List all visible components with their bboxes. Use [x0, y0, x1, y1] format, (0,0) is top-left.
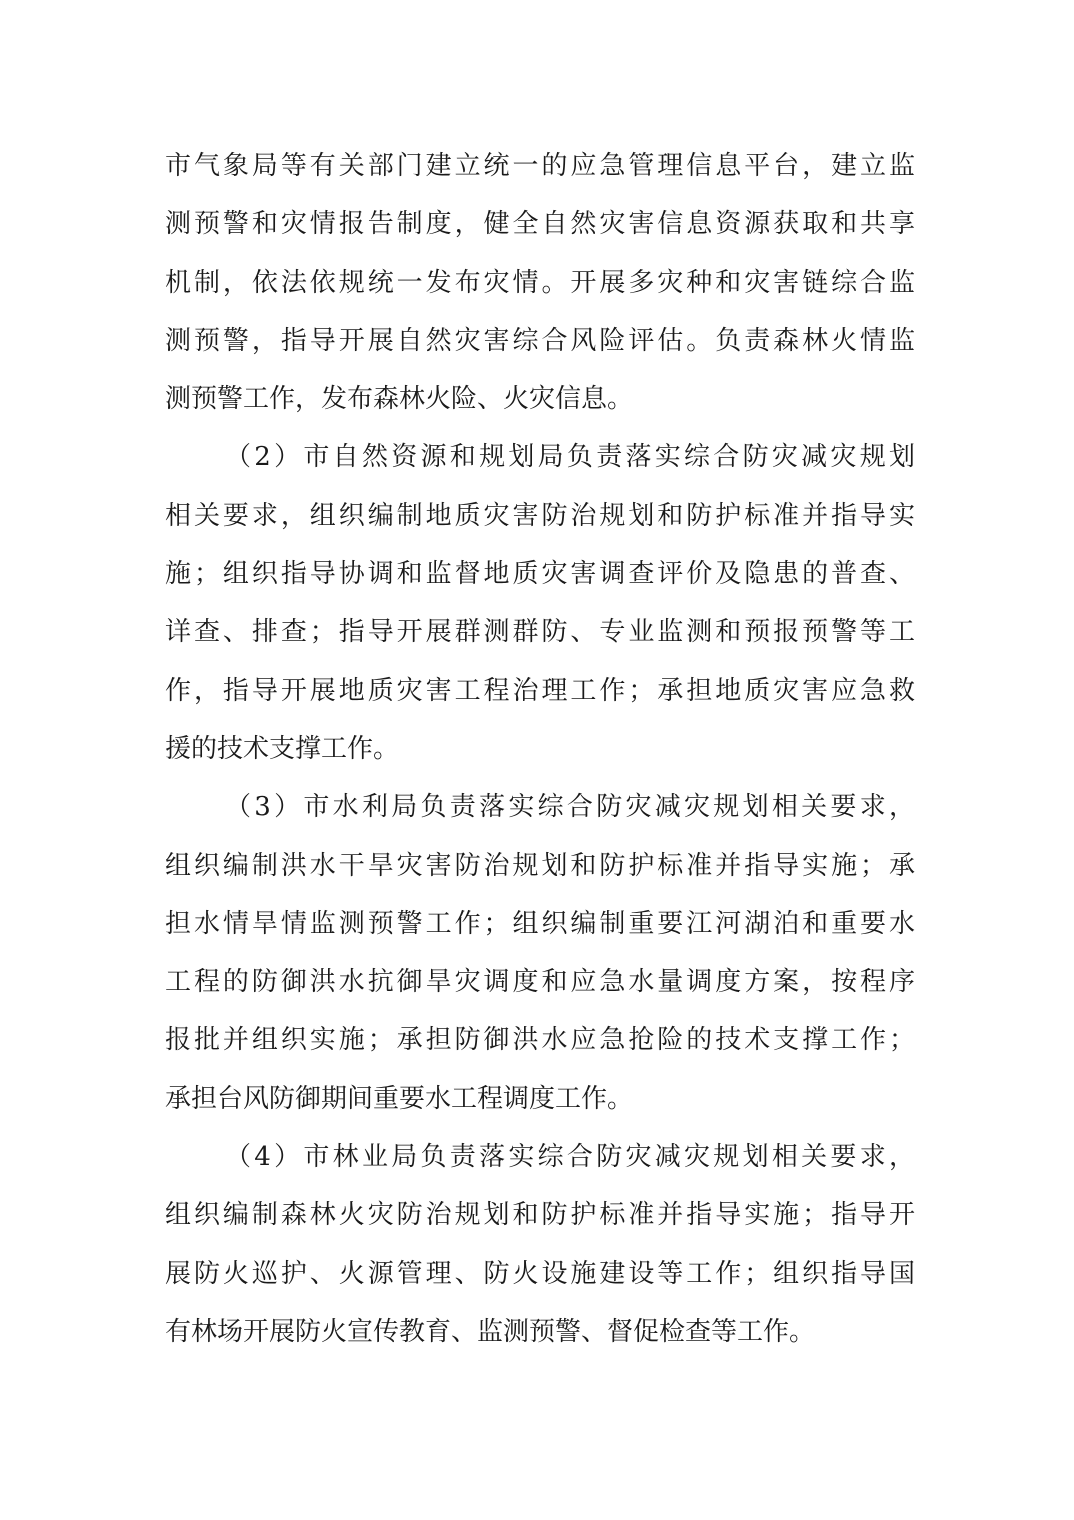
text-line: 测预警和灾情报告制度，健全自然灾害信息资源获取和共享 — [165, 209, 915, 240]
text-line: 报批并组织实施；承担防御洪水应急抢险的技术支撑工作； — [165, 1025, 915, 1056]
text-line: （4）市林业局负责落实综合防灾减灾规划相关要求， — [225, 1142, 915, 1173]
paragraph-4 — [165, 1128, 915, 1361]
text-line: 工程的防御洪水抗御旱灾调度和应急水量调度方案，按程序 — [165, 967, 915, 998]
text-line: 测预警，指导开展自然灾害综合风险评估。负责森林火情监 — [165, 325, 915, 356]
text-line: 援的技术支撑工作。 — [165, 733, 400, 764]
text-line: 担水情旱情监测预警工作；组织编制重要江河湖泊和重要水 — [165, 908, 915, 939]
text-line: 承担台风防御期间重要水工程调度工作。 — [165, 1083, 634, 1114]
text-line: （3）市水利局负责落实综合防灾减灾规划相关要求， — [225, 792, 915, 823]
paragraph-3 — [165, 778, 915, 1128]
text-line: （2）市自然资源和规划局负责落实综合防灾减灾规划 — [225, 442, 915, 473]
text-line: 有林场开展防火宣传教育、监测预警、督促检查等工作。 — [165, 1316, 816, 1347]
paragraph-1 — [165, 137, 915, 428]
text-line: 组织编制森林火灾防治规划和防护标准并指导实施；指导开 — [165, 1200, 915, 1231]
text-line: 市气象局等有关部门建立统一的应急管理信息平台，建立监 — [165, 151, 915, 181]
text-line: 作，指导开展地质灾害工程治理工作；承担地质灾害应急救 — [165, 675, 915, 706]
document-body — [165, 137, 915, 1361]
text-line: 详查、排查；指导开展群测群防、专业监测和预报预警等工 — [165, 617, 915, 648]
text-line: 测预警工作，发布森林火险、火灾信息。 — [165, 384, 634, 415]
text-line: 施；组织指导协调和监督地质灾害调查评价及隐患的普查、 — [165, 559, 915, 590]
text-line: 组织编制洪水干旱灾害防治规划和防护标准并指导实施；承 — [165, 850, 915, 881]
text-line: 相关要求，组织编制地质灾害防治规划和防护标准并指导实 — [165, 500, 915, 531]
text-line: 展防火巡护、火源管理、防火设施建设等工作；组织指导国 — [165, 1258, 915, 1289]
paragraph-2 — [165, 428, 915, 778]
text-line: 机制，依法依规统一发布灾情。开展多灾种和灾害链综合监 — [165, 267, 915, 298]
